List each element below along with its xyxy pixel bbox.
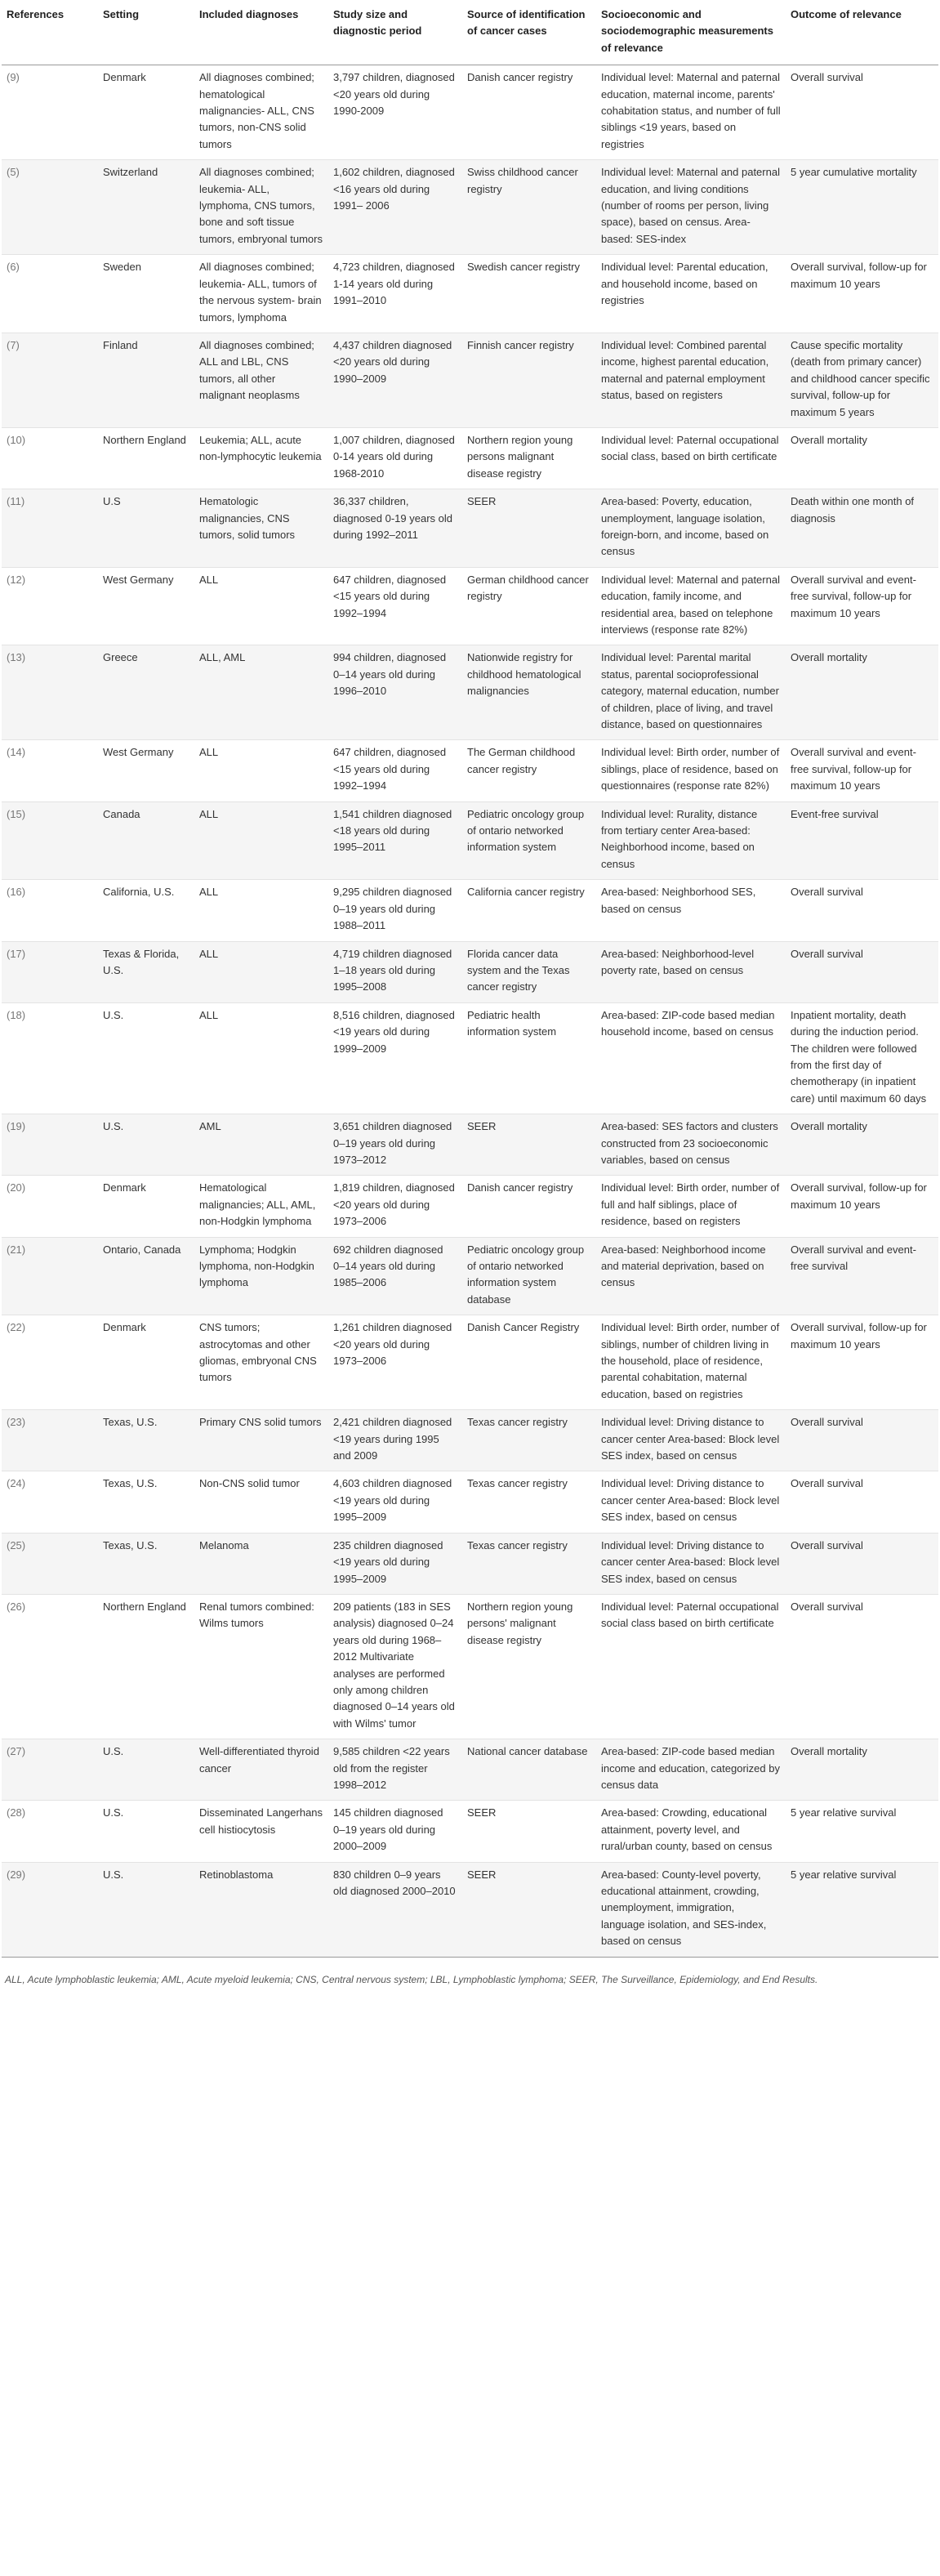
cell-outcome: Overall mortality bbox=[786, 1739, 938, 1801]
cell-setting: U.S bbox=[98, 489, 194, 568]
cell-source: Texas cancer registry bbox=[462, 1471, 596, 1533]
cell-outcome: Death within one month of diagnosis bbox=[786, 489, 938, 568]
cell-source: Pediatric oncology group of ontario networked information system bbox=[462, 801, 596, 880]
cell-outcome: Overall survival, follow-up for maximum 10 years bbox=[786, 1176, 938, 1237]
cell-outcome: 5 year relative survival bbox=[786, 1801, 938, 1862]
cell-socioeconomic: Area-based: Crowding, educational attainment, poverty level, and rural/urban county, based on census bbox=[596, 1801, 786, 1862]
cell-source: Pediatric oncology group of ontario networked information system database bbox=[462, 1237, 596, 1315]
cell-setting: Denmark bbox=[98, 1315, 194, 1410]
table-row bbox=[2, 941, 938, 1002]
header-study-size: Study size and diagnostic period bbox=[328, 0, 462, 65]
cell-setting: Finland bbox=[98, 333, 194, 427]
cell-included-diagnoses: CNS tumors; astrocytomas and other gliomas, embryonal CNS tumors bbox=[194, 1315, 328, 1410]
cell-included-diagnoses: ALL bbox=[194, 740, 328, 801]
cell-reference: (28) bbox=[2, 1801, 98, 1862]
cell-socioeconomic: Individual level: Maternal and paternal education, family income, and residential area, based on telephone interviews (response rate 82%) bbox=[596, 567, 786, 645]
cell-study-size: 3,651 children diagnosed 0–19 years old during 1973–2012 bbox=[328, 1114, 462, 1176]
table-row bbox=[2, 1471, 938, 1533]
cell-outcome: Overall survival and event-free survival, follow-up for maximum 10 years bbox=[786, 567, 938, 645]
cell-socioeconomic: Area-based: SES factors and clusters constructed from 23 socioeconomic variables, based on census bbox=[596, 1114, 786, 1176]
cell-socioeconomic: Individual level: Driving distance to cancer center Area-based: Block level SES index, based on census bbox=[596, 1533, 786, 1594]
cell-outcome: Overall survival bbox=[786, 1410, 938, 1471]
table-row bbox=[2, 567, 938, 645]
cell-included-diagnoses: Disseminated Langerhans cell histiocytosis bbox=[194, 1801, 328, 1862]
header-outcome: Outcome of relevance bbox=[786, 0, 938, 65]
cell-reference: (12) bbox=[2, 567, 98, 645]
cell-reference: (17) bbox=[2, 941, 98, 1002]
cell-setting: Sweden bbox=[98, 255, 194, 333]
table-row bbox=[2, 1315, 938, 1410]
cell-study-size: 3,797 children, diagnosed <20 years old during 1990-2009 bbox=[328, 65, 462, 160]
table-row bbox=[2, 1114, 938, 1176]
cell-setting: Ontario, Canada bbox=[98, 1237, 194, 1315]
table-row bbox=[2, 880, 938, 941]
cell-reference: (19) bbox=[2, 1114, 98, 1176]
cell-reference: (20) bbox=[2, 1176, 98, 1237]
cell-reference: (23) bbox=[2, 1410, 98, 1471]
cell-study-size: 647 children, diagnosed <15 years old during 1992–1994 bbox=[328, 567, 462, 645]
cell-setting: Switzerland bbox=[98, 160, 194, 255]
table-row bbox=[2, 801, 938, 880]
cell-setting: Denmark bbox=[98, 1176, 194, 1237]
cell-study-size: 1,007 children, diagnosed 0-14 years old during 1968-2010 bbox=[328, 427, 462, 489]
table-row bbox=[2, 489, 938, 568]
cell-source: California cancer registry bbox=[462, 880, 596, 941]
cell-outcome: Overall mortality bbox=[786, 645, 938, 740]
cell-outcome: Overall mortality bbox=[786, 427, 938, 489]
cell-included-diagnoses: All diagnoses combined; leukemia- ALL, tumors of the nervous system- brain tumors, lymphoma bbox=[194, 255, 328, 333]
cell-study-size: 994 children, diagnosed 0–14 years old during 1996–2010 bbox=[328, 645, 462, 740]
cell-socioeconomic: Individual level: Birth order, number of siblings, number of children living in the household, place of residence, parental cohabitation, maternal education, based on registries bbox=[596, 1315, 786, 1410]
table-row bbox=[2, 1237, 938, 1315]
header-setting: Setting bbox=[98, 0, 194, 65]
cell-setting: Texas & Florida, U.S. bbox=[98, 941, 194, 1002]
cell-source: Texas cancer registry bbox=[462, 1533, 596, 1594]
cell-socioeconomic: Individual level: Driving distance to cancer center Area-based: Block level SES index, based on census bbox=[596, 1471, 786, 1533]
cell-setting: Greece bbox=[98, 645, 194, 740]
cell-included-diagnoses: Non-CNS solid tumor bbox=[194, 1471, 328, 1533]
cell-socioeconomic: Area-based: Neighborhood income and material deprivation, based on census bbox=[596, 1237, 786, 1315]
table-row bbox=[2, 1739, 938, 1801]
cell-included-diagnoses: ALL bbox=[194, 880, 328, 941]
cell-source: Swedish cancer registry bbox=[462, 255, 596, 333]
cell-reference: (6) bbox=[2, 255, 98, 333]
cell-source: Northern region young persons malignant disease registry bbox=[462, 427, 596, 489]
header-row bbox=[2, 0, 938, 65]
cell-socioeconomic: Individual level: Driving distance to cancer center Area-based: Block level SES index, based on census bbox=[596, 1410, 786, 1471]
cell-study-size: 1,819 children, diagnosed <20 years old during 1973–2006 bbox=[328, 1176, 462, 1237]
cell-outcome: Overall survival bbox=[786, 880, 938, 941]
cell-study-size: 36,337 children, diagnosed 0-19 years old during 1992–2011 bbox=[328, 489, 462, 568]
cell-outcome: Overall survival bbox=[786, 941, 938, 1002]
cell-included-diagnoses: ALL bbox=[194, 801, 328, 880]
header-socioeconomic: Socioeconomic and sociodemographic measurements of relevance bbox=[596, 0, 786, 65]
cell-reference: (9) bbox=[2, 65, 98, 160]
cell-included-diagnoses: Hematologic malignancies, CNS tumors, solid tumors bbox=[194, 489, 328, 568]
cell-included-diagnoses: Well-differentiated thyroid cancer bbox=[194, 1739, 328, 1801]
table-body bbox=[2, 65, 938, 1957]
cell-socioeconomic: Area-based: Neighborhood SES, based on census bbox=[596, 880, 786, 941]
cell-outcome: Cause specific mortality (death from primary cancer) and childhood cancer specific survival, follow-up for maximum 5 years bbox=[786, 333, 938, 427]
cell-socioeconomic: Area-based: ZIP-code based median household income, based on census bbox=[596, 1002, 786, 1114]
table-row bbox=[2, 1594, 938, 1739]
cell-setting: U.S. bbox=[98, 1801, 194, 1862]
cell-included-diagnoses: ALL bbox=[194, 1002, 328, 1114]
cell-setting: U.S. bbox=[98, 1114, 194, 1176]
cell-included-diagnoses: Melanoma bbox=[194, 1533, 328, 1594]
cell-included-diagnoses: Lymphoma; Hodgkin lymphoma, non-Hodgkin lymphoma bbox=[194, 1237, 328, 1315]
cell-study-size: 9,295 children diagnosed 0–19 years old during 1988–2011 bbox=[328, 880, 462, 941]
cell-source: Texas cancer registry bbox=[462, 1410, 596, 1471]
cell-included-diagnoses: ALL bbox=[194, 567, 328, 645]
cell-reference: (24) bbox=[2, 1471, 98, 1533]
table-row bbox=[2, 1410, 938, 1471]
cell-study-size: 830 children 0–9 years old diagnosed 2000–2010 bbox=[328, 1862, 462, 1957]
cell-reference: (7) bbox=[2, 333, 98, 427]
cell-included-diagnoses: Renal tumors combined: Wilms tumors bbox=[194, 1594, 328, 1739]
table-row bbox=[2, 1801, 938, 1862]
cell-reference: (11) bbox=[2, 489, 98, 568]
cell-included-diagnoses: ALL bbox=[194, 941, 328, 1002]
cell-source: Danish cancer registry bbox=[462, 65, 596, 160]
cell-setting: U.S. bbox=[98, 1002, 194, 1114]
table-row bbox=[2, 1862, 938, 1957]
cell-reference: (18) bbox=[2, 1002, 98, 1114]
cell-source: Danish Cancer Registry bbox=[462, 1315, 596, 1410]
table-row bbox=[2, 333, 938, 427]
cell-included-diagnoses: Primary CNS solid tumors bbox=[194, 1410, 328, 1471]
cell-study-size: 235 children diagnosed <19 years old during 1995–2009 bbox=[328, 1533, 462, 1594]
cell-setting: Canada bbox=[98, 801, 194, 880]
cell-reference: (25) bbox=[2, 1533, 98, 1594]
cell-study-size: 4,437 children diagnosed <20 years old during 1990–2009 bbox=[328, 333, 462, 427]
cell-reference: (5) bbox=[2, 160, 98, 255]
cell-socioeconomic: Individual level: Parental education, and household income, based on registries bbox=[596, 255, 786, 333]
cell-study-size: 692 children diagnosed 0–14 years old during 1985–2006 bbox=[328, 1237, 462, 1315]
header-references: References bbox=[2, 0, 98, 65]
cell-setting: West Germany bbox=[98, 567, 194, 645]
cell-outcome: Overall mortality bbox=[786, 1114, 938, 1176]
table-row bbox=[2, 65, 938, 160]
table-row bbox=[2, 1002, 938, 1114]
cell-reference: (16) bbox=[2, 880, 98, 941]
header-source: Source of identification of cancer cases bbox=[462, 0, 596, 65]
cell-source: SEER bbox=[462, 489, 596, 568]
cell-source: Northern region young persons' malignant disease registry bbox=[462, 1594, 596, 1739]
cell-source: Nationwide registry for childhood hematological malignancies bbox=[462, 645, 596, 740]
cell-socioeconomic: Area-based: County-level poverty, educational attainment, crowding, unemployment, immigration, language isolation, and SES-index, based on census bbox=[596, 1862, 786, 1957]
cell-study-size: 9,585 children <22 years old from the register 1998–2012 bbox=[328, 1739, 462, 1801]
cell-socioeconomic: Individual level: Birth order, number of full and half siblings, place of residence, based on registers bbox=[596, 1176, 786, 1237]
cell-included-diagnoses: All diagnoses combined; ALL and LBL, CNS tumors, all other malignant neoplasms bbox=[194, 333, 328, 427]
cell-outcome: Overall survival and event-free survival bbox=[786, 1237, 938, 1315]
cell-source: Florida cancer data system and the Texas cancer registry bbox=[462, 941, 596, 1002]
cell-socioeconomic: Individual level: Combined parental income, highest parental education, maternal and paternal employment status, based on registers bbox=[596, 333, 786, 427]
cell-study-size: 1,602 children, diagnosed <16 years old during 1991– 2006 bbox=[328, 160, 462, 255]
cell-socioeconomic: Area-based: Neighborhood-level poverty rate, based on census bbox=[596, 941, 786, 1002]
cell-source: Finnish cancer registry bbox=[462, 333, 596, 427]
cell-study-size: 4,603 children diagnosed <19 years old during 1995–2009 bbox=[328, 1471, 462, 1533]
cell-source: Swiss childhood cancer registry bbox=[462, 160, 596, 255]
cell-study-size: 647 children, diagnosed <15 years old during 1992–1994 bbox=[328, 740, 462, 801]
cell-setting: Texas, U.S. bbox=[98, 1471, 194, 1533]
cell-outcome: Overall survival, follow-up for maximum 10 years bbox=[786, 1315, 938, 1410]
table-row bbox=[2, 1533, 938, 1594]
table-row bbox=[2, 160, 938, 255]
cell-source: SEER bbox=[462, 1801, 596, 1862]
cell-included-diagnoses: Hematological malignancies; ALL, AML, non-Hodgkin lymphoma bbox=[194, 1176, 328, 1237]
cell-reference: (10) bbox=[2, 427, 98, 489]
cell-outcome: 5 year cumulative mortality bbox=[786, 160, 938, 255]
cell-socioeconomic: Area-based: ZIP-code based median income and education, categorized by census data bbox=[596, 1739, 786, 1801]
cell-reference: (13) bbox=[2, 645, 98, 740]
table-footnote: ALL, Acute lymphoblastic leukemia; AML, Acute myeloid leukemia; CNS, Central nervous system; LBL, Lymphoblastic lymphoma; SEER, The Surveillance, Epidemiology, and End Results. bbox=[5, 1973, 818, 1985]
cell-source: SEER bbox=[462, 1862, 596, 1957]
cell-socioeconomic: Individual level: Maternal and paternal education, maternal income, parents' cohabitation status, and number of full siblings <19 years, based on registries bbox=[596, 65, 786, 160]
cell-reference: (21) bbox=[2, 1237, 98, 1315]
cell-socioeconomic: Individual level: Paternal occupational social class, based on birth certificate bbox=[596, 427, 786, 489]
cell-source: Danish cancer registry bbox=[462, 1176, 596, 1237]
table-row bbox=[2, 427, 938, 489]
cell-reference: (14) bbox=[2, 740, 98, 801]
cell-reference: (29) bbox=[2, 1862, 98, 1957]
study-table bbox=[2, 0, 938, 1958]
cell-study-size: 1,261 children diagnosed <20 years old during 1973–2006 bbox=[328, 1315, 462, 1410]
cell-socioeconomic: Individual level: Paternal occupational social class based on birth certificate bbox=[596, 1594, 786, 1739]
cell-reference: (27) bbox=[2, 1739, 98, 1801]
cell-setting: Texas, U.S. bbox=[98, 1533, 194, 1594]
cell-socioeconomic: Individual level: Parental marital status, parental socioprofessional category, maternal education, number of children, place of living, and travel distance, based on questionnaires bbox=[596, 645, 786, 740]
cell-study-size: 4,719 children diagnosed 1–18 years old during 1995–2008 bbox=[328, 941, 462, 1002]
cell-outcome: Overall survival bbox=[786, 1594, 938, 1739]
cell-outcome: Event-free survival bbox=[786, 801, 938, 880]
cell-reference: (22) bbox=[2, 1315, 98, 1410]
cell-setting: West Germany bbox=[98, 740, 194, 801]
table-row bbox=[2, 740, 938, 801]
cell-study-size: 1,541 children diagnosed <18 years old during 1995–2011 bbox=[328, 801, 462, 880]
cell-included-diagnoses: Leukemia; ALL, acute non-lymphocytic leukemia bbox=[194, 427, 328, 489]
cell-outcome: Inpatient mortality, death during the induction period. The children were followed from the first day of chemotherapy (in inpatient care) until maximum 60 days bbox=[786, 1002, 938, 1114]
cell-included-diagnoses: ALL, AML bbox=[194, 645, 328, 740]
cell-setting: U.S. bbox=[98, 1862, 194, 1957]
cell-socioeconomic: Individual level: Birth order, number of siblings, place of residence, based on questionnaires (response rate 82%) bbox=[596, 740, 786, 801]
cell-outcome: Overall survival, follow-up for maximum 10 years bbox=[786, 255, 938, 333]
cell-included-diagnoses: All diagnoses combined; hematological malignancies- ALL, CNS tumors, non-CNS solid tumors bbox=[194, 65, 328, 160]
cell-socioeconomic: Individual level: Maternal and paternal education, and living conditions (number of rooms per person, living space), based on census. Area-based: SES-index bbox=[596, 160, 786, 255]
header-included-diagnoses: Included diagnoses bbox=[194, 0, 328, 65]
cell-included-diagnoses: Retinoblastoma bbox=[194, 1862, 328, 1957]
table-row bbox=[2, 1176, 938, 1237]
cell-outcome: 5 year relative survival bbox=[786, 1862, 938, 1957]
table-row bbox=[2, 645, 938, 740]
cell-outcome: Overall survival bbox=[786, 1533, 938, 1594]
cell-included-diagnoses: AML bbox=[194, 1114, 328, 1176]
cell-socioeconomic: Area-based: Poverty, education, unemployment, language isolation, foreign-born, and income, based on census bbox=[596, 489, 786, 568]
cell-source: National cancer database bbox=[462, 1739, 596, 1801]
cell-setting: Northern England bbox=[98, 1594, 194, 1739]
cell-source: German childhood cancer registry bbox=[462, 567, 596, 645]
cell-reference: (26) bbox=[2, 1594, 98, 1739]
cell-outcome: Overall survival bbox=[786, 1471, 938, 1533]
cell-study-size: 145 children diagnosed 0–19 years old during 2000–2009 bbox=[328, 1801, 462, 1862]
cell-setting: U.S. bbox=[98, 1739, 194, 1801]
cell-source: SEER bbox=[462, 1114, 596, 1176]
cell-source: Pediatric health information system bbox=[462, 1002, 596, 1114]
cell-outcome: Overall survival and event-free survival, follow-up for maximum 10 years bbox=[786, 740, 938, 801]
cell-socioeconomic: Individual level: Rurality, distance from tertiary center Area-based: Neighborhood income, based on census bbox=[596, 801, 786, 880]
cell-reference: (15) bbox=[2, 801, 98, 880]
cell-outcome: Overall survival bbox=[786, 65, 938, 160]
cell-setting: Denmark bbox=[98, 65, 194, 160]
cell-study-size: 8,516 children, diagnosed <19 years old during 1999–2009 bbox=[328, 1002, 462, 1114]
table-row bbox=[2, 255, 938, 333]
cell-source: The German childhood cancer registry bbox=[462, 740, 596, 801]
cell-study-size: 209 patients (183 in SES analysis) diagnosed 0–24 years old during 1968–2012 Multivariate analyses are performed only among children diagnosed 0–14 years old with Wilms' tumor bbox=[328, 1594, 462, 1739]
cell-study-size: 4,723 children, diagnosed 1-14 years old during 1991–2010 bbox=[328, 255, 462, 333]
cell-study-size: 2,421 children diagnosed <19 years during 1995 and 2009 bbox=[328, 1410, 462, 1471]
table-header bbox=[2, 0, 938, 65]
cell-setting: Northern England bbox=[98, 427, 194, 489]
cell-included-diagnoses: All diagnoses combined; leukemia- ALL, lymphoma, CNS tumors, bone and soft tissue tumors, embryonal tumors bbox=[194, 160, 328, 255]
cell-setting: Texas, U.S. bbox=[98, 1410, 194, 1471]
cell-setting: California, U.S. bbox=[98, 880, 194, 941]
